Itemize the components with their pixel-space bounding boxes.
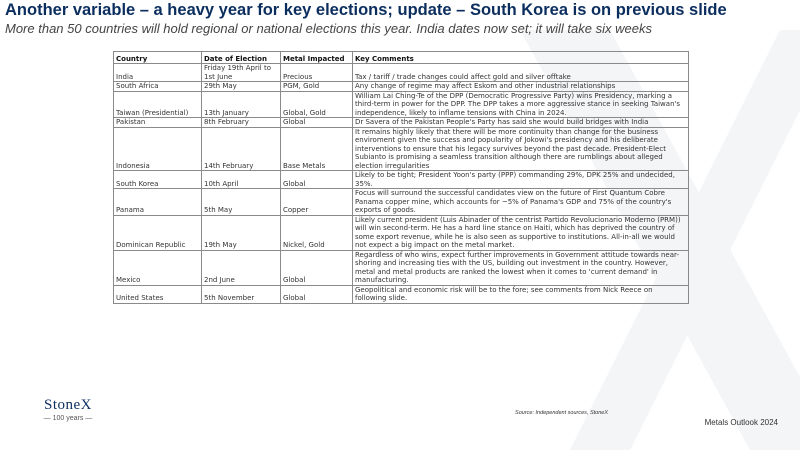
date-cell: 14th February <box>202 127 281 171</box>
comments-cell: It remains highly likely that there will be more continuity than change for the business enviroment given the success and popularity of Jokowi's presidency and his deliberate interventions to ensure that his legacy survives beyond the past decade. President-Elect Subianto is promising a seamless transition although there are rumblings about alleged election irregularities <box>353 127 689 171</box>
metal-cell: Global <box>281 118 353 128</box>
footer-title: Metals Outlook 2024 <box>704 418 778 427</box>
country-cell: Panama <box>114 189 202 216</box>
country-cell: South Africa <box>114 82 202 92</box>
date-cell: 10th April <box>202 171 281 189</box>
date-cell: Friday 19th April to 1st June <box>202 64 281 82</box>
table-row <box>114 285 689 303</box>
date-cell: 8th February <box>202 118 281 128</box>
country-cell: India <box>114 64 202 82</box>
elections-table <box>113 51 689 304</box>
table-row <box>114 171 689 189</box>
table-row <box>114 215 689 250</box>
comments-cell: Focus will surround the successful candidates view on the future of First Quantum Cobre Panama copper mine, which accounts for ~5% of Panama's GDP and 75% of the country's exports of goods. <box>353 189 689 216</box>
country-cell: Indonesia <box>114 127 202 171</box>
metal-cell: Precious <box>281 64 353 82</box>
header-metal: Metal Impacted <box>281 52 353 64</box>
country-cell: United States <box>114 285 202 303</box>
table-row <box>114 250 689 285</box>
metal-cell: Nickel, Gold <box>281 215 353 250</box>
table-row <box>114 82 689 92</box>
comments-cell: William Lai Ching-Te of the DPP (Democratic Progressive Party) wins Presidency, marking a third-term in power for the DPP. The DPP takes a more aggressive stance in seeking Taiwan's independence, likely to inflame tensions with China in 2024. <box>353 91 689 118</box>
date-cell: 29th May <box>202 82 281 92</box>
table-header-row <box>114 52 689 64</box>
comments-cell: Geopolitical and economic risk will be to the fore; see comments from Nick Reece on following slide. <box>353 285 689 303</box>
metal-cell: Copper <box>281 189 353 216</box>
table-row <box>114 118 689 128</box>
comments-cell: Dr Savera of the Pakistan People's Party has said she would build bridges with India <box>353 118 689 128</box>
comments-cell: Any change of regime may affect Eskom and other industrial relationships <box>353 82 689 92</box>
metal-cell: Global <box>281 171 353 189</box>
slide-title: Another variable – a heavy year for key elections; update – South Korea is on previous slide <box>5 1 727 19</box>
country-cell: Pakistan <box>114 118 202 128</box>
date-cell: 13th January <box>202 91 281 118</box>
date-cell: 19th May <box>202 215 281 250</box>
logo-tagline: — 100 years — <box>43 415 93 422</box>
metal-cell: Global <box>281 285 353 303</box>
country-cell: South Korea <box>114 171 202 189</box>
comments-cell: Likely current president (Luis Abinader of the centrist Partido Revolucionario Moderno (PRM)) will win second-term. He has a hard line stance on Haiti, which has deprived the country of some export revenue, while he is also seen as supportive to institutions. All-in-all we would not expect a big impact on the metal market. <box>353 215 689 250</box>
comments-cell: Likely to be tight; President Yoon's party (PPP) commanding 29%, DPK 25% and undecided, 35%. <box>353 171 689 189</box>
date-cell: 2nd June <box>202 250 281 285</box>
table-row <box>114 189 689 216</box>
slide-subtitle: More than 50 countries will hold regional or national elections this year. India dates now set; it will take six weeks <box>5 21 652 36</box>
country-cell: Dominican Republic <box>114 215 202 250</box>
country-cell: Mexico <box>114 250 202 285</box>
date-cell: 5th May <box>202 189 281 216</box>
metal-cell: Global, Gold <box>281 91 353 118</box>
metal-cell: PGM, Gold <box>281 82 353 92</box>
country-cell: Taiwan (Presidential) <box>114 91 202 118</box>
date-cell: 5th November <box>202 285 281 303</box>
header-country: Country <box>114 52 202 64</box>
source-note: Source: Independent sources, StoneX <box>515 410 608 416</box>
logo-wordmark: StoneX <box>44 397 92 413</box>
table-row <box>114 127 689 171</box>
comments-cell: Regardless of who wins, expect further improvements in Government attitude towards near-shoring and increasing ties with the US, building out investment in the country. However, metal and metal products are ranked the lowest when it comes to 'current demand' in manufacturing. <box>353 250 689 285</box>
metal-cell: Global <box>281 250 353 285</box>
header-comments: Key Comments <box>353 52 689 64</box>
metal-cell: Base Metals <box>281 127 353 171</box>
comments-cell: Tax / tariff / trade changes could affect gold and silver offtake <box>353 64 689 82</box>
stonex-logo <box>33 397 103 422</box>
table-row <box>114 64 689 82</box>
header-date: Date of Election <box>202 52 281 64</box>
table-row <box>114 91 689 118</box>
